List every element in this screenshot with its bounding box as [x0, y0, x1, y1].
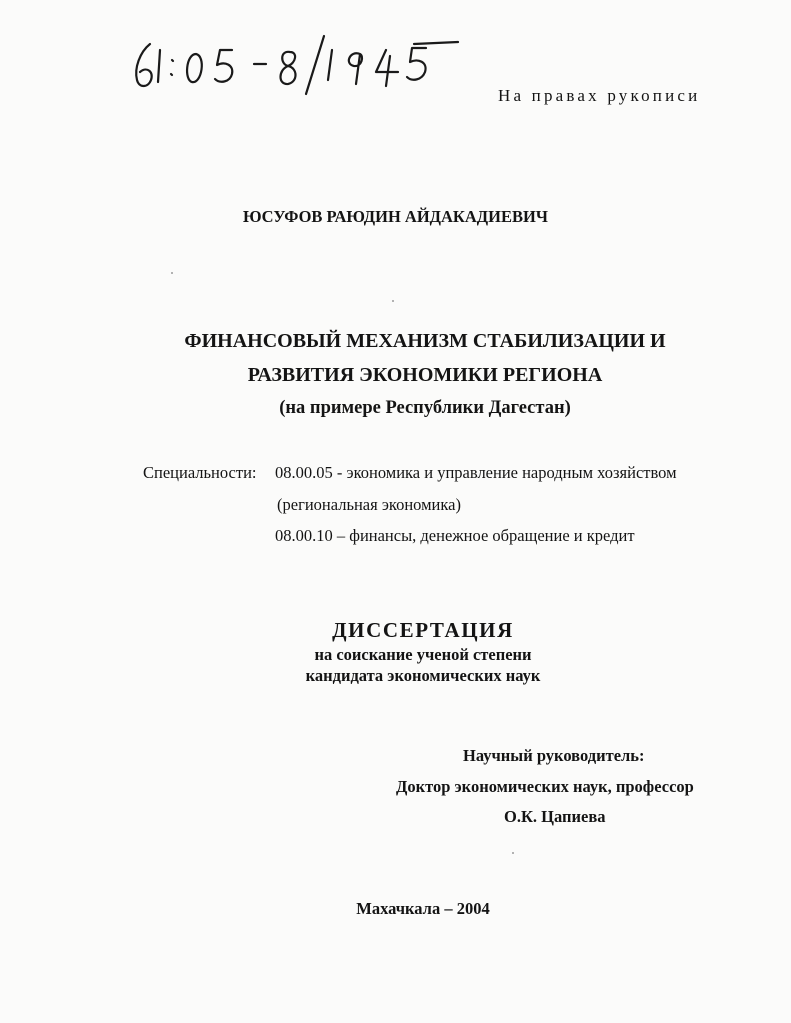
- specialty-1-note: (региональная экономика): [277, 495, 461, 514]
- specialty-1: 08.00.05 - экономика и управление народным хозяйством: [275, 463, 677, 482]
- specialties-label: Специальности:: [143, 463, 257, 482]
- supervisor-label: Научный руководитель:: [463, 746, 645, 765]
- specialty-2: 08.00.10 – финансы, денежное обращение и кредит: [275, 526, 635, 545]
- place-year: Махачкала – 2004: [356, 899, 490, 918]
- supervisor-name: О.К. Цапиева: [504, 807, 606, 826]
- scan-speck: [512, 852, 514, 854]
- title-line-2: РАЗВИТИЯ ЭКОНОМИКИ РЕГИОНА: [247, 364, 603, 386]
- rights-notice: На правах рукописи: [498, 86, 701, 105]
- work-type-line-2: кандидата экономических наук: [305, 666, 541, 685]
- archive-number-handwritten: [128, 30, 473, 100]
- scan-speck: [392, 300, 394, 302]
- title-subtitle: (на примере Республики Дагестан): [279, 398, 571, 418]
- scan-speck: [171, 272, 173, 274]
- work-type-heading: ДИССЕРТАЦИЯ: [332, 618, 514, 642]
- author-name: ЮСУФОВ РАЮДИН АЙДАКАДИЕВИЧ: [243, 207, 548, 226]
- supervisor-degree: Доктор экономических наук, профессор: [396, 777, 694, 796]
- work-type-line-1: на соискание ученой степени: [314, 645, 532, 664]
- handwritten-stamp: [128, 30, 473, 100]
- title-line-1: ФИНАНСОВЫЙ МЕХАНИЗМ СТАБИЛИЗАЦИИ И: [184, 330, 666, 352]
